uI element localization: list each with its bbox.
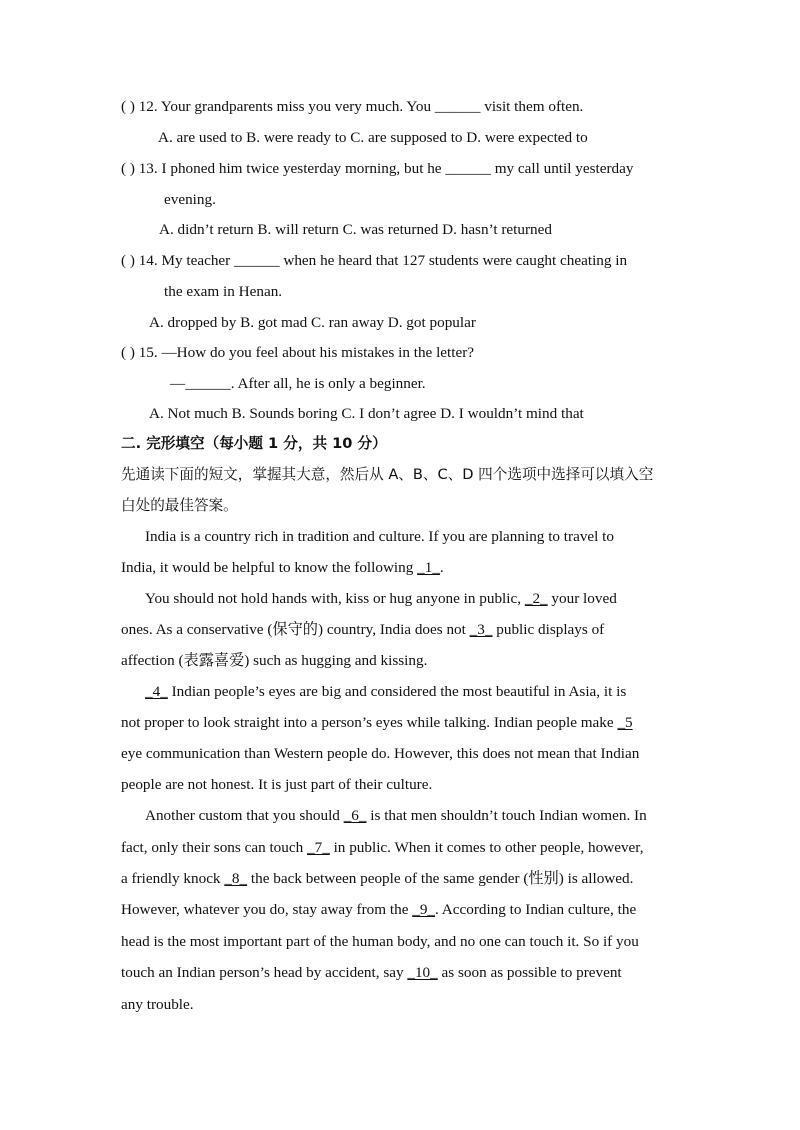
blank-2: _2_ (524, 590, 548, 607)
blank-3: _3_ (469, 621, 493, 638)
passage-line: people are not honest. It is just part of their culture. (121, 776, 433, 793)
question-12-options: A. are used to B. were ready to C. are supposed to D. were expected to (158, 129, 588, 146)
question-14-stem-cont: the exam in Henan. (164, 283, 283, 300)
question-13-stem-cont: evening. (164, 191, 216, 208)
blank-7: _7_ (307, 839, 330, 856)
question-15-stem: ( ) 15. —How do you feel about his mistakes in the letter? (121, 344, 475, 361)
passage-line: eye communication than Western people do. However, this does not mean that Indian (121, 745, 640, 762)
blank-1: _1_ (417, 559, 440, 576)
passage-line: affection (表露喜爱) such as hugging and kissing. (121, 652, 428, 669)
blank-9: _9_ (412, 901, 436, 918)
question-15-options: A. Not much B. Sounds boring C. I don’t agree D. I wouldn’t mind that (149, 405, 584, 422)
passage-line: India, it would be helpful to know the following _1_. (121, 559, 444, 576)
passage-line: _4_ Indian people’s eyes are big and considered the most beautiful in Asia, it is (145, 683, 627, 700)
question-14-options: A. dropped by B. got mad C. ran away D. got popular (149, 314, 476, 331)
question-14-stem: ( ) 14. My teacher ______ when he heard that 127 students were caught cheating in (121, 252, 628, 269)
passage-line: touch an Indian person’s head by accident, say _10_ as soon as possible to prevent (121, 964, 622, 981)
blank-4: _4_ (145, 683, 168, 700)
question-12-stem: ( ) 12. Your grandparents miss you very much. You ______ visit them often. (121, 98, 584, 115)
blank-5: _5 (617, 714, 633, 731)
passage-line: India is a country rich in tradition and culture. If you are planning to travel to (145, 528, 614, 545)
passage-line: fact, only their sons can touch _7_ in public. When it comes to other people, however, (121, 839, 644, 856)
section-2-instruction-1: 先通读下面的短文，掌握其大意，然后从 A、B、C、D 四个选项中选择可以填入空 (121, 466, 654, 483)
question-15-stem-cont: —______. After all, he is only a beginner. (170, 375, 426, 392)
blank-8: _8_ (224, 870, 248, 887)
passage-line: ones. As a conservative (保守的) country, India does not _3_ public displays of (121, 621, 605, 638)
blank-6: _6_ (343, 807, 367, 824)
section-2-heading: 二. 完形填空（每小题 1 分，共 10 分） (121, 435, 387, 452)
question-13-options: A. didn’t return B. will return C. was returned D. hasn’t returned (159, 221, 552, 238)
passage-line: You should not hold hands with, kiss or hug anyone in public, _2_ your loved (145, 590, 617, 607)
passage-line: any trouble. (121, 996, 194, 1013)
blank-10: _10_ (407, 964, 438, 981)
section-2-instruction-2: 白处的最佳答案。 (121, 497, 238, 514)
passage-line: head is the most important part of the human body, and no one can touch it. So if you (121, 933, 639, 950)
passage-line: However, whatever you do, stay away from the _9_. According to Indian culture, the (121, 901, 637, 918)
passage-line: a friendly knock _8_ the back between people of the same gender (性别) is allowed. (121, 870, 634, 887)
passage-line: Another custom that you should _6_ is that men shouldn’t touch Indian women. In (145, 807, 647, 824)
question-13-stem: ( ) 13. I phoned him twice yesterday morning, but he ______ my call until yesterday (121, 160, 634, 177)
passage-line: not proper to look straight into a person’s eyes while talking. Indian people make _5 (121, 714, 633, 731)
